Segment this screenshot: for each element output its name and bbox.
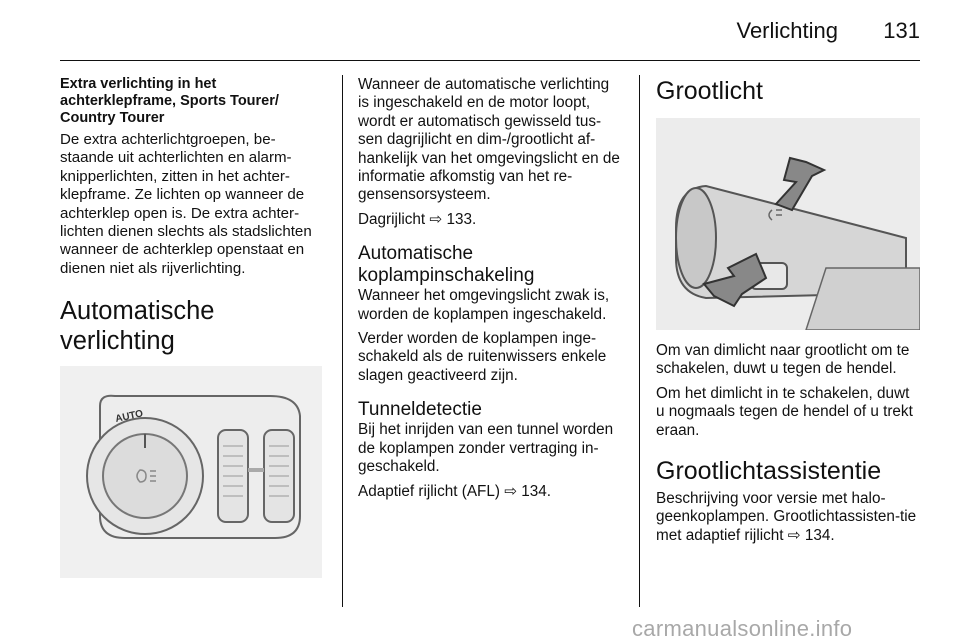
auto-lighting-title: Automatische verlichting	[60, 297, 215, 356]
afl-reference: Adaptief rijlicht (AFL) ⇨ 134.	[358, 482, 552, 500]
auto-lighting-body: Wanneer de automatische verlichting is ingeschakeld en de motor loopt, wordt er automatisch gewisseld tus-sen dagrijlicht en dim-/grootlicht af-hankelijk van het omgevingslicht en de informatie afkomstig van het re-gensensorsysteem.	[358, 76, 620, 204]
auto-headlamp-body-1: Wanneer het omgevingslicht zwak is, worden de koplampen ingeschakeld.	[358, 287, 610, 323]
page-number: 131	[883, 18, 920, 43]
light-switch-figure	[60, 366, 322, 578]
page-header-title: Verlichting	[736, 18, 838, 43]
column-2	[358, 76, 623, 507]
high-beam-assist-body: Beschrijving voor versie met halo-geenkoplampen. Grootlichtassisten-tie met adaptief rijlicht ⇨ 134.	[656, 490, 917, 544]
extra-lighting-heading: Extra verlichting in het achterklepframe, Sports Tourer/ Country Tourer	[60, 76, 279, 126]
column-divider-right	[639, 75, 640, 607]
column-3	[656, 76, 922, 551]
auto-headlamp-title: Automatische koplampinschakeling	[358, 243, 535, 287]
high-beam-body-1: Om van dimlicht naar grootlicht om te schakelen, duwt u tegen de hendel.	[656, 342, 910, 378]
column-1	[60, 76, 328, 578]
high-beam-title: Grootlicht	[656, 77, 763, 105]
tunnel-detection-title: Tunneldetectie	[358, 399, 482, 421]
high-beam-assist-title: Grootlichtassistentie	[656, 457, 882, 486]
tunnel-detection-body: Bij het inrijden van een tunnel worden de koplampen zonder vertraging in-geschakeld.	[358, 421, 614, 476]
site-watermark: carmanualsonline.info	[632, 616, 853, 641]
header-rule	[60, 60, 920, 61]
auto-headlamp-body-2: Verder worden de koplampen inge-schakeld als de ruitenwissers enkele slagen geactiveerd zijn.	[358, 330, 607, 384]
auto-switch-label: AUTO	[114, 408, 145, 426]
extra-lighting-body: De extra achterlichtgroepen, be-staande uit achterlichten en alarm-knipperlichten, zitten in het achter-klepframe. Ze lichten op wanneer de achterklep open is. De extra achter-lichten dienen slechts als stadslichten wanneer de achterklep openstaat en dienen niet als rijverlichting.	[60, 131, 312, 277]
high-beam-body-2: Om het dimlicht in te schakelen, duwt u nogmaals tegen de hendel of u trekt eraan.	[656, 384, 913, 439]
high-beam-lever-figure	[656, 118, 920, 330]
column-divider-left	[342, 75, 343, 607]
daylight-reference: Dagrijlicht ⇨ 133.	[358, 210, 477, 228]
